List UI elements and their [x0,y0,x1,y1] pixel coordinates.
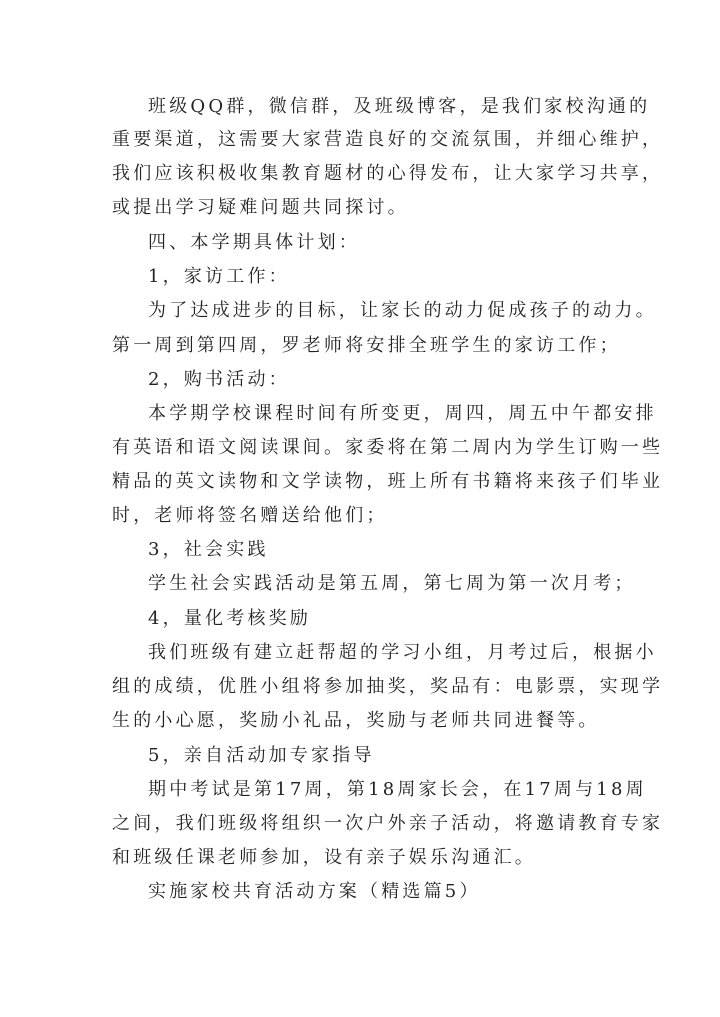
paragraph-line: 之间，我们班级将组织一次户外亲子活动，将邀请教育专家 [112,813,664,834]
item-heading: 1，家访工作： [148,266,290,287]
paragraph-line: 为了达成进步的目标，让家长的动力促成孩子的动力。 [148,300,657,321]
paragraph-line: 我们班级有建立赶帮超的学习小组，月考过后，根据小 [148,642,657,663]
section-heading: 四、本学期具体计划： [148,232,360,253]
paragraph-line: 生的小心愿，奖励小礼品，奖励与老师共同进餐等。 [112,710,600,731]
paragraph-line: 组的成绩，优胜小组将参加抽奖，奖品有：电影票，实现学 [112,676,664,697]
item-heading: 5，亲自活动加专家指导 [148,745,375,766]
paragraph-line: 班级QQ群，微信群，及班级博客，是我们家校沟通的 [148,96,651,117]
paragraph-line: 我们应该积极收集教育题材的心得发布，让大家学习共享， [112,163,664,184]
item-heading: 3，社会实践 [148,539,269,560]
paragraph-line: 重要渠道，这需要大家营造良好的交流氛围，并细心维护， [112,129,664,150]
paragraph-line: 或提出学习疑难问题共同探讨。 [112,197,409,218]
paragraph-line: 时，老师将签名赠送给他们； [112,505,388,526]
paragraph-line: 本学期学校课程时间有所变更，周四，周五中午都安排 [148,403,657,424]
section-title: 实施家校共育活动方案（精选篇5） [148,881,481,902]
paragraph-line: 学生社会实践活动是第五周，第七周为第一次月考； [148,573,636,594]
paragraph-line: 期中考试是第17周，第18周家长会，在17周与18周 [148,779,647,800]
paragraph-line: 第一周到第四周，罗老师将安排全班学生的家访工作； [112,335,621,356]
item-heading: 4，量化考核奖励 [148,608,312,629]
paragraph-line: 有英语和语文阅读课间。家委将在第二周内为学生订购一些 [112,437,664,458]
item-heading: 2，购书活动： [148,369,290,390]
paragraph-line: 精品的英文读物和文学读物，班上所有书籍将来孩子们毕业 [112,471,664,492]
paragraph-line: 和班级任课老师参加，设有亲子娱乐沟通汇。 [112,847,536,868]
